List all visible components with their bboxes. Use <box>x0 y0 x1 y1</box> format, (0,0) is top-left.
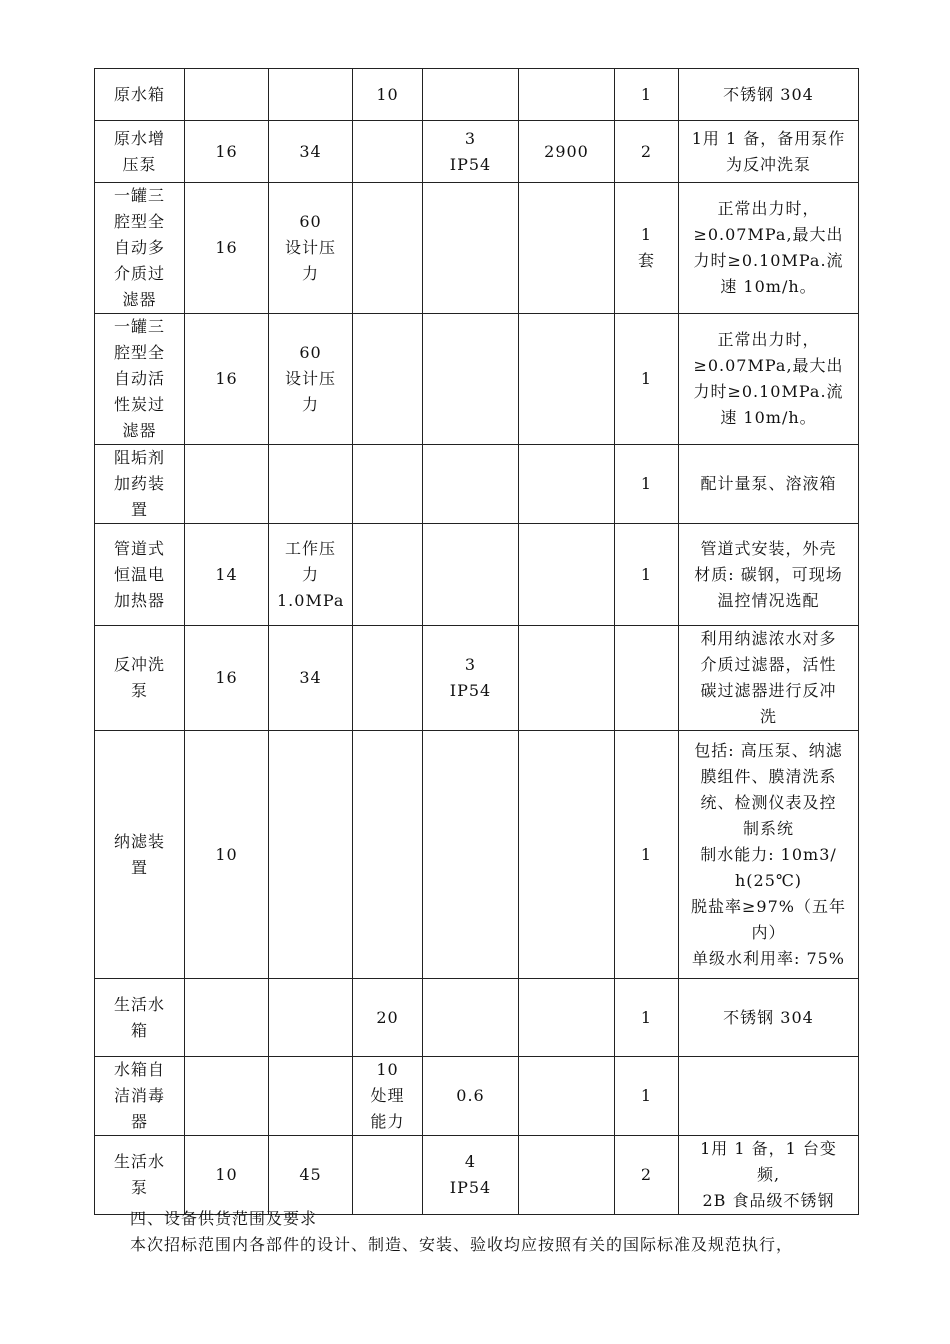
param-cell-5: 2900 <box>519 121 615 183</box>
section-heading: 四、设备供货范围及要求 <box>130 1209 318 1228</box>
equipment-name-cell: 一罐三 腔型全 自动多 介质过 滤器 <box>95 183 185 314</box>
param-cell-4 <box>423 524 519 626</box>
param-cell-4 <box>423 979 519 1057</box>
remark-cell <box>679 1057 859 1136</box>
param-cell-2: 60 设计压 力 <box>269 183 353 314</box>
param-cell-4: 0.6 <box>423 1057 519 1136</box>
quantity-cell: 1 <box>615 731 679 979</box>
param-cell-3 <box>353 183 423 314</box>
param-cell-3: 10 <box>353 69 423 121</box>
quantity-cell: 1 <box>615 1057 679 1136</box>
param-cell-1: 16 <box>185 121 269 183</box>
remark-cell: 1用 1 备，1 台变 频, 2B 食品级不锈钢 <box>679 1136 859 1215</box>
param-cell-4 <box>423 445 519 524</box>
equipment-name-cell: 一罐三 腔型全 自动活 性炭过 滤器 <box>95 314 185 445</box>
param-cell-4 <box>423 183 519 314</box>
table-row <box>95 979 859 1057</box>
param-cell-3: 10 处理 能力 <box>353 1057 423 1136</box>
param-cell-5 <box>519 314 615 445</box>
body-paragraph: 本次招标范围内各部件的设计、制造、安装、验收均应按照有关的国际标准及规范执行， <box>130 1235 794 1254</box>
param-cell-4: 3 IP54 <box>423 626 519 731</box>
param-cell-3: 20 <box>353 979 423 1057</box>
quantity-cell <box>615 626 679 731</box>
param-cell-5 <box>519 979 615 1057</box>
quantity-cell: 1 <box>615 314 679 445</box>
param-cell-1: 10 <box>185 1136 269 1215</box>
table-row <box>95 445 859 524</box>
param-cell-2 <box>269 731 353 979</box>
param-cell-5 <box>519 1057 615 1136</box>
param-cell-1 <box>185 979 269 1057</box>
param-cell-4: 3 IP54 <box>423 121 519 183</box>
quantity-cell: 1 <box>615 69 679 121</box>
table-row <box>95 524 859 626</box>
equipment-name-cell: 阻垢剂 加药装 置 <box>95 445 185 524</box>
param-cell-5 <box>519 626 615 731</box>
quantity-cell: 2 <box>615 121 679 183</box>
table-row <box>95 69 859 121</box>
param-cell-2: 34 <box>269 121 353 183</box>
param-cell-1 <box>185 69 269 121</box>
remark-cell: 配计量泵、溶液箱 <box>679 445 859 524</box>
param-cell-5 <box>519 445 615 524</box>
remark-cell: 正常出力时， ≥0.07MPa,最大出 力时≥0.10MPa.流 速 10m/h。 <box>679 183 859 314</box>
quantity-cell: 1 <box>615 524 679 626</box>
equipment-spec-table <box>94 68 859 1215</box>
table-body <box>95 69 859 1215</box>
param-cell-3 <box>353 314 423 445</box>
remark-cell: 管道式安装，外壳 材质: 碳钢，可现场 温控情况选配 <box>679 524 859 626</box>
equipment-name-cell: 纳滤装 置 <box>95 731 185 979</box>
param-cell-2 <box>269 69 353 121</box>
param-cell-1: 10 <box>185 731 269 979</box>
param-cell-5 <box>519 69 615 121</box>
param-cell-1 <box>185 1057 269 1136</box>
quantity-cell: 1 <box>615 979 679 1057</box>
param-cell-1: 16 <box>185 183 269 314</box>
quantity-cell: 1 <box>615 445 679 524</box>
equipment-name-cell: 原水增 压泵 <box>95 121 185 183</box>
remark-cell: 不锈钢 304 <box>679 979 859 1057</box>
table-row <box>95 1136 859 1215</box>
equipment-name-cell: 生活水 泵 <box>95 1136 185 1215</box>
remark-cell: 包括: 高压泵、纳滤 膜组件、膜清洗系 统、检测仪表及控 制系统 制水能力: 10m3/ h(25℃) 脱盐率≥97%（五年 内） 单级水利用率: 75% <box>679 731 859 979</box>
param-cell-3 <box>353 121 423 183</box>
param-cell-4: 4 IP54 <box>423 1136 519 1215</box>
param-cell-5 <box>519 183 615 314</box>
param-cell-1: 16 <box>185 626 269 731</box>
table-row <box>95 314 859 445</box>
equipment-name-cell: 反冲洗 泵 <box>95 626 185 731</box>
param-cell-3 <box>353 1136 423 1215</box>
remark-cell: 1用 1 备，备用泵作 为反冲洗泵 <box>679 121 859 183</box>
param-cell-1: 14 <box>185 524 269 626</box>
param-cell-3 <box>353 731 423 979</box>
equipment-name-cell: 原水箱 <box>95 69 185 121</box>
param-cell-5 <box>519 1136 615 1215</box>
quantity-cell: 2 <box>615 1136 679 1215</box>
param-cell-4 <box>423 314 519 445</box>
param-cell-1: 16 <box>185 314 269 445</box>
remark-cell: 正常出力时， ≥0.07MPa,最大出 力时≥0.10MPa.流 速 10m/h。 <box>679 314 859 445</box>
param-cell-4 <box>423 69 519 121</box>
table-row <box>95 626 859 731</box>
equipment-name-cell: 水箱自 洁消毒 器 <box>95 1057 185 1136</box>
param-cell-3 <box>353 445 423 524</box>
param-cell-2 <box>269 979 353 1057</box>
table-row <box>95 183 859 314</box>
param-cell-5 <box>519 524 615 626</box>
param-cell-4 <box>423 731 519 979</box>
param-cell-2: 工作压 力 1.0MPa <box>269 524 353 626</box>
table-row <box>95 121 859 183</box>
param-cell-3 <box>353 626 423 731</box>
param-cell-2 <box>269 1057 353 1136</box>
equipment-name-cell: 管道式 恒温电 加热器 <box>95 524 185 626</box>
param-cell-3 <box>353 524 423 626</box>
param-cell-2: 60 设计压 力 <box>269 314 353 445</box>
remark-cell: 不锈钢 304 <box>679 69 859 121</box>
quantity-cell: 1 套 <box>615 183 679 314</box>
param-cell-2: 34 <box>269 626 353 731</box>
table-row <box>95 731 859 979</box>
remark-cell: 利用纳滤浓水对多 介质过滤器，活性 碳过滤器进行反冲 洗 <box>679 626 859 731</box>
param-cell-5 <box>519 731 615 979</box>
param-cell-1 <box>185 445 269 524</box>
param-cell-2: 45 <box>269 1136 353 1215</box>
table-row <box>95 1057 859 1136</box>
equipment-name-cell: 生活水 箱 <box>95 979 185 1057</box>
param-cell-2 <box>269 445 353 524</box>
